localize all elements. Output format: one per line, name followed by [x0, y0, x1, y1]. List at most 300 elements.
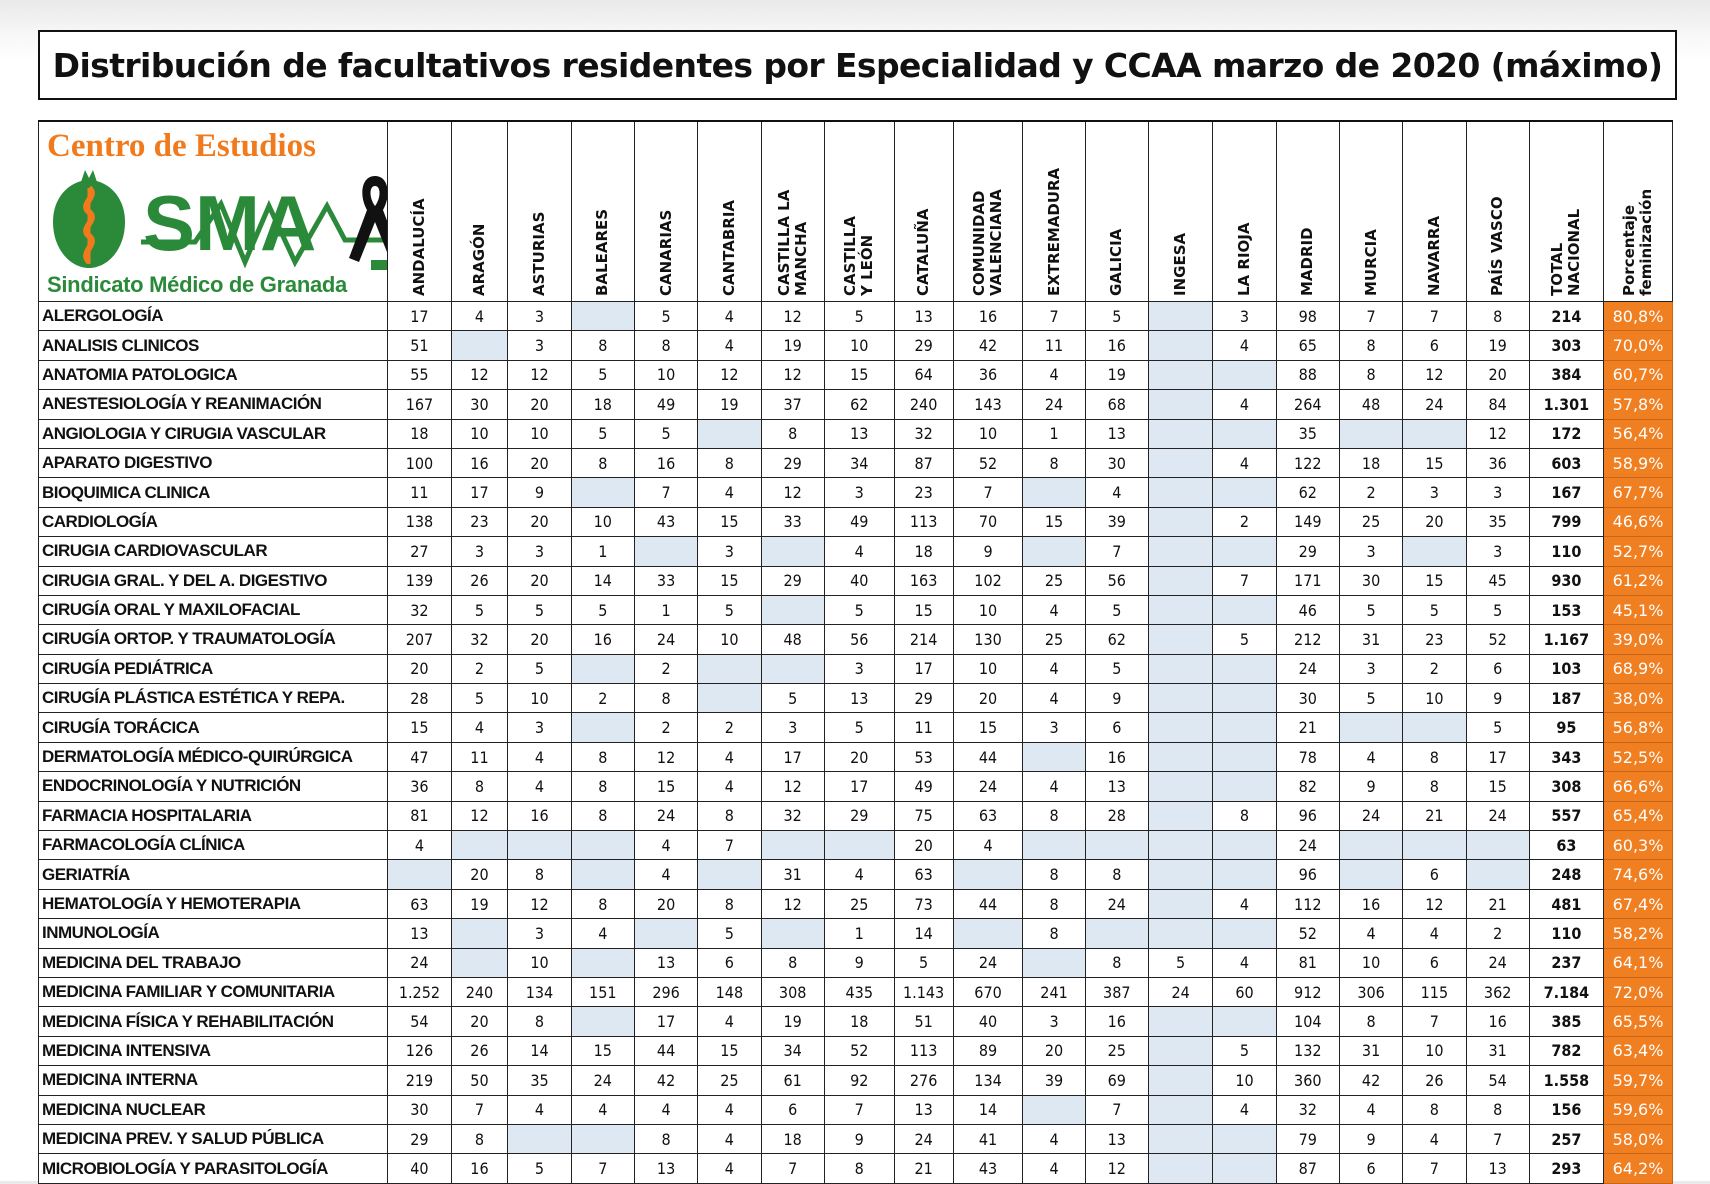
- value-cell: [1213, 860, 1276, 889]
- specialty-name: ANALISIS CLINICOS: [39, 331, 388, 360]
- table-row: [39, 478, 1673, 507]
- value-cell: 4: [451, 713, 508, 742]
- value-cell: 20: [451, 1007, 508, 1036]
- column-header-label: CANTABRIA: [719, 199, 738, 296]
- value-cell: 3: [1339, 537, 1402, 566]
- value-cell: 52: [824, 1036, 894, 1065]
- value-cell: 51: [894, 1007, 953, 1036]
- value-cell: [1213, 360, 1276, 389]
- value-cell: [1148, 390, 1212, 419]
- feminization-percent-cell: 60,3%: [1604, 831, 1673, 860]
- value-cell: [634, 919, 697, 948]
- value-cell: 2: [1339, 478, 1402, 507]
- specialty-name: BIOQUIMICA CLINICA: [39, 478, 388, 507]
- value-cell: 14: [571, 566, 634, 595]
- value-cell: 4: [1213, 948, 1276, 977]
- feminization-percent-cell: 67,7%: [1604, 478, 1673, 507]
- value-cell: 11: [1023, 331, 1085, 360]
- value-cell: 4: [634, 1095, 697, 1124]
- value-cell: 5: [761, 684, 824, 713]
- column-header: [571, 121, 634, 302]
- value-cell: 35: [1276, 419, 1339, 448]
- value-cell: 670: [953, 977, 1023, 1006]
- feminization-percent-cell: 52,5%: [1604, 742, 1673, 771]
- value-cell: 12: [1403, 889, 1466, 918]
- value-cell: 15: [1403, 566, 1466, 595]
- value-cell: 148: [698, 977, 761, 1006]
- value-cell: 89: [953, 1036, 1023, 1065]
- value-cell: 64: [894, 360, 953, 389]
- value-cell: 21: [894, 1154, 953, 1183]
- value-cell: 4: [1023, 772, 1085, 801]
- value-cell: 45: [1466, 566, 1529, 595]
- total-cell: 167: [1529, 478, 1603, 507]
- value-cell: 8: [508, 860, 571, 889]
- specialty-name: CIRUGÍA ORAL Y MAXILOFACIAL: [39, 595, 388, 624]
- value-cell: 87: [1276, 1154, 1339, 1183]
- value-cell: 60: [1213, 977, 1276, 1006]
- value-cell: 6: [1085, 713, 1148, 742]
- value-cell: 24: [571, 1066, 634, 1095]
- value-cell: 17: [388, 302, 451, 331]
- table-row: [39, 566, 1673, 595]
- column-header-label: TOTAL NACIONAL: [1548, 208, 1584, 296]
- value-cell: 32: [761, 801, 824, 830]
- value-cell: 29: [894, 684, 953, 713]
- value-cell: 7: [1023, 302, 1085, 331]
- value-cell: 7: [1213, 566, 1276, 595]
- value-cell: [1339, 860, 1402, 889]
- logo-top-text: Centro de Estudios: [47, 128, 316, 164]
- value-cell: 8: [508, 1007, 571, 1036]
- value-cell: 10: [508, 684, 571, 713]
- value-cell: [1023, 1095, 1085, 1124]
- value-cell: 14: [894, 919, 953, 948]
- value-cell: 6: [1403, 331, 1466, 360]
- value-cell: 4: [1023, 684, 1085, 713]
- value-cell: 12: [451, 360, 508, 389]
- column-header: [894, 121, 953, 302]
- value-cell: [1148, 742, 1212, 771]
- value-cell: 61: [761, 1066, 824, 1095]
- value-cell: 70: [953, 507, 1023, 536]
- value-cell: 17: [1466, 742, 1529, 771]
- value-cell: 4: [1403, 1124, 1466, 1153]
- table-row: [39, 448, 1673, 477]
- specialty-name: ANGIOLOGIA Y CIRUGIA VASCULAR: [39, 419, 388, 448]
- total-cell: 303: [1529, 331, 1603, 360]
- value-cell: 4: [1023, 595, 1085, 624]
- column-header-label: ARAGÓN: [469, 223, 488, 296]
- column-header: [953, 121, 1023, 302]
- value-cell: [571, 654, 634, 683]
- value-cell: 30: [1085, 448, 1148, 477]
- sma-logo-mark-icon: [45, 166, 387, 274]
- value-cell: 20: [388, 654, 451, 683]
- specialty-name: ANESTESIOLOGÍA Y REANIMACIÓN: [39, 390, 388, 419]
- total-cell: 153: [1529, 595, 1603, 624]
- value-cell: 113: [894, 1036, 953, 1065]
- value-cell: [1023, 478, 1085, 507]
- feminization-percent-cell: 63,4%: [1604, 1036, 1673, 1065]
- value-cell: 81: [388, 801, 451, 830]
- value-cell: 13: [894, 1095, 953, 1124]
- value-cell: 2: [1213, 507, 1276, 536]
- value-cell: 43: [953, 1154, 1023, 1183]
- value-cell: 7: [571, 1154, 634, 1183]
- value-cell: 62: [1276, 478, 1339, 507]
- value-cell: 8: [1466, 302, 1529, 331]
- value-cell: 17: [634, 1007, 697, 1036]
- value-cell: 8: [451, 772, 508, 801]
- value-cell: 2: [571, 684, 634, 713]
- value-cell: 52: [1466, 625, 1529, 654]
- value-cell: 5: [508, 654, 571, 683]
- value-cell: 8: [571, 448, 634, 477]
- value-cell: 8: [571, 331, 634, 360]
- value-cell: 10: [634, 360, 697, 389]
- feminization-percent-cell: 72,0%: [1604, 977, 1673, 1006]
- feminization-percent-cell: 39,0%: [1604, 625, 1673, 654]
- value-cell: 35: [508, 1066, 571, 1095]
- specialty-name: CIRUGÍA PEDIÁTRICA: [39, 654, 388, 683]
- value-cell: 20: [508, 507, 571, 536]
- total-cell: 103: [1529, 654, 1603, 683]
- value-cell: 5: [451, 684, 508, 713]
- value-cell: [571, 831, 634, 860]
- value-cell: 10: [953, 654, 1023, 683]
- value-cell: 19: [761, 1007, 824, 1036]
- value-cell: [1148, 507, 1212, 536]
- value-cell: [1148, 566, 1212, 595]
- value-cell: 96: [1276, 801, 1339, 830]
- table-row: [39, 625, 1673, 654]
- total-cell: 248: [1529, 860, 1603, 889]
- value-cell: [1148, 889, 1212, 918]
- value-cell: 7: [1085, 1095, 1148, 1124]
- value-cell: 4: [634, 860, 697, 889]
- total-cell: 7.184: [1529, 977, 1603, 1006]
- value-cell: 4: [1023, 654, 1085, 683]
- value-cell: [1213, 1007, 1276, 1036]
- value-cell: 212: [1276, 625, 1339, 654]
- value-cell: 12: [1466, 419, 1529, 448]
- value-cell: [634, 537, 697, 566]
- value-cell: 9: [1339, 772, 1402, 801]
- table-row: [39, 713, 1673, 742]
- value-cell: 15: [698, 1036, 761, 1065]
- table-row: [39, 595, 1673, 624]
- value-cell: [1148, 360, 1212, 389]
- value-cell: 29: [388, 1124, 451, 1153]
- value-cell: 12: [1403, 360, 1466, 389]
- value-cell: 4: [571, 1095, 634, 1124]
- value-cell: 3: [761, 713, 824, 742]
- value-cell: 5: [1148, 948, 1212, 977]
- value-cell: 3: [1213, 302, 1276, 331]
- value-cell: 65: [1276, 331, 1339, 360]
- value-cell: [1213, 1154, 1276, 1183]
- value-cell: [761, 831, 824, 860]
- value-cell: 1: [634, 595, 697, 624]
- value-cell: 4: [571, 919, 634, 948]
- value-cell: 4: [1339, 742, 1402, 771]
- value-cell: 23: [1403, 625, 1466, 654]
- value-cell: 16: [451, 448, 508, 477]
- value-cell: [1148, 1007, 1212, 1036]
- value-cell: 6: [1403, 948, 1466, 977]
- feminization-percent-cell: 80,8%: [1604, 302, 1673, 331]
- value-cell: 7: [1339, 302, 1402, 331]
- value-cell: 29: [824, 801, 894, 830]
- value-cell: 20: [508, 566, 571, 595]
- value-cell: 54: [1466, 1066, 1529, 1095]
- value-cell: 9: [953, 537, 1023, 566]
- value-cell: 32: [451, 625, 508, 654]
- specialty-name: MEDICINA NUCLEAR: [39, 1095, 388, 1124]
- value-cell: 9: [824, 1124, 894, 1153]
- value-cell: 134: [508, 977, 571, 1006]
- value-cell: [571, 1124, 634, 1153]
- table-row: [39, 948, 1673, 977]
- value-cell: 5: [698, 919, 761, 948]
- specialty-name: CIRUGÍA ORTOP. Y TRAUMATOLOGÍA: [39, 625, 388, 654]
- table-row: [39, 1154, 1673, 1183]
- value-cell: [1148, 537, 1212, 566]
- value-cell: 143: [953, 390, 1023, 419]
- feminization-percent-cell: 58,9%: [1604, 448, 1673, 477]
- value-cell: [1023, 742, 1085, 771]
- column-header-label: ANDALUCÍA: [409, 197, 428, 296]
- specialty-name: ALERGOLOGÍA: [39, 302, 388, 331]
- specialty-name: CIRUGIA CARDIOVASCULAR: [39, 537, 388, 566]
- value-cell: 149: [1276, 507, 1339, 536]
- value-cell: 20: [1023, 1036, 1085, 1065]
- total-cell: 156: [1529, 1095, 1603, 1124]
- table-row: [39, 537, 1673, 566]
- specialty-name: CIRUGÍA TORÁCICA: [39, 713, 388, 742]
- value-cell: 8: [1085, 948, 1148, 977]
- value-cell: 10: [1403, 1036, 1466, 1065]
- value-cell: 1: [571, 537, 634, 566]
- value-cell: 68: [1085, 390, 1148, 419]
- value-cell: 30: [388, 1095, 451, 1124]
- value-cell: [1023, 537, 1085, 566]
- value-cell: 4: [953, 831, 1023, 860]
- value-cell: 4: [698, 1007, 761, 1036]
- value-cell: 3: [824, 654, 894, 683]
- header-row: [39, 121, 1673, 302]
- value-cell: 49: [824, 507, 894, 536]
- total-cell: 930: [1529, 566, 1603, 595]
- value-cell: 24: [1466, 801, 1529, 830]
- value-cell: 15: [388, 713, 451, 742]
- value-cell: 4: [388, 831, 451, 860]
- specialty-name: ENDOCRINOLOGÍA Y NUTRICIÓN: [39, 772, 388, 801]
- value-cell: 241: [1023, 977, 1085, 1006]
- value-cell: [953, 919, 1023, 948]
- value-cell: 3: [1023, 713, 1085, 742]
- column-header-label: CASTILLA Y LEÓN: [841, 215, 877, 296]
- logo-cell: [39, 121, 388, 302]
- value-cell: 28: [388, 684, 451, 713]
- value-cell: 25: [824, 889, 894, 918]
- value-cell: 20: [953, 684, 1023, 713]
- value-cell: 20: [894, 831, 953, 860]
- value-cell: 30: [1339, 566, 1402, 595]
- value-cell: 2: [1466, 919, 1529, 948]
- value-cell: 36: [1466, 448, 1529, 477]
- feminization-percent-cell: 67,4%: [1604, 889, 1673, 918]
- value-cell: 5: [1085, 595, 1148, 624]
- value-cell: [953, 860, 1023, 889]
- value-cell: 10: [1403, 684, 1466, 713]
- column-header: [388, 121, 451, 302]
- value-cell: 24: [894, 1124, 953, 1153]
- value-cell: 8: [824, 1154, 894, 1183]
- value-cell: 8: [1339, 1007, 1402, 1036]
- value-cell: 9: [824, 948, 894, 977]
- value-cell: 62: [1085, 625, 1148, 654]
- value-cell: [1213, 1124, 1276, 1153]
- value-cell: 360: [1276, 1066, 1339, 1095]
- value-cell: 7: [1403, 1007, 1466, 1036]
- value-cell: 28: [1085, 801, 1148, 830]
- value-cell: 8: [1403, 772, 1466, 801]
- value-cell: 10: [571, 507, 634, 536]
- value-cell: 4: [1339, 919, 1402, 948]
- value-cell: 18: [761, 1124, 824, 1153]
- value-cell: 15: [1403, 448, 1466, 477]
- value-cell: 7: [1085, 537, 1148, 566]
- value-cell: 42: [634, 1066, 697, 1095]
- total-cell: 343: [1529, 742, 1603, 771]
- value-cell: 87: [894, 448, 953, 477]
- value-cell: 134: [953, 1066, 1023, 1095]
- column-header: [1403, 121, 1466, 302]
- value-cell: [1213, 919, 1276, 948]
- value-cell: 44: [953, 889, 1023, 918]
- value-cell: 21: [1276, 713, 1339, 742]
- value-cell: 10: [953, 419, 1023, 448]
- value-cell: [1466, 831, 1529, 860]
- value-cell: [1213, 772, 1276, 801]
- column-header: [634, 121, 697, 302]
- value-cell: 8: [1213, 801, 1276, 830]
- total-cell: 187: [1529, 684, 1603, 713]
- value-cell: 24: [634, 801, 697, 830]
- value-cell: 16: [953, 302, 1023, 331]
- value-cell: 73: [894, 889, 953, 918]
- feminization-percent-cell: 57,8%: [1604, 390, 1673, 419]
- value-cell: 19: [1466, 331, 1529, 360]
- value-cell: 23: [894, 478, 953, 507]
- value-cell: [1403, 419, 1466, 448]
- value-cell: 8: [1466, 1095, 1529, 1124]
- value-cell: [1148, 1154, 1212, 1183]
- value-cell: 29: [1276, 537, 1339, 566]
- column-header-label: CANARIAS: [656, 209, 675, 296]
- value-cell: 12: [508, 360, 571, 389]
- value-cell: 9: [1466, 684, 1529, 713]
- feminization-percent-cell: 59,6%: [1604, 1095, 1673, 1124]
- value-cell: 13: [634, 948, 697, 977]
- value-cell: 100: [388, 448, 451, 477]
- value-cell: 8: [634, 684, 697, 713]
- value-cell: 3: [1403, 478, 1466, 507]
- value-cell: [1148, 919, 1212, 948]
- value-cell: 3: [824, 478, 894, 507]
- value-cell: [1213, 742, 1276, 771]
- value-cell: 32: [1276, 1095, 1339, 1124]
- value-cell: 47: [388, 742, 451, 771]
- total-cell: 1.558: [1529, 1066, 1603, 1095]
- value-cell: 42: [1339, 1066, 1402, 1095]
- value-cell: 16: [1085, 331, 1148, 360]
- value-cell: [761, 595, 824, 624]
- value-cell: 20: [634, 889, 697, 918]
- feminization-percent-cell: 74,6%: [1604, 860, 1673, 889]
- value-cell: 4: [698, 742, 761, 771]
- table-row: [39, 1036, 1673, 1065]
- value-cell: 5: [894, 948, 953, 977]
- value-cell: 16: [451, 1154, 508, 1183]
- value-cell: [1023, 831, 1085, 860]
- table-row: [39, 772, 1673, 801]
- value-cell: 7: [1466, 1124, 1529, 1153]
- value-cell: 31: [1339, 625, 1402, 654]
- value-cell: 10: [953, 595, 1023, 624]
- value-cell: 40: [388, 1154, 451, 1183]
- specialty-name: CIRUGÍA PLÁSTICA ESTÉTICA Y REPA.: [39, 684, 388, 713]
- column-header-label: GALICIA: [1107, 228, 1126, 296]
- value-cell: 5: [1466, 595, 1529, 624]
- table-row: [39, 390, 1673, 419]
- value-cell: 240: [451, 977, 508, 1006]
- value-cell: [1148, 595, 1212, 624]
- value-cell: [1213, 595, 1276, 624]
- total-cell: 214: [1529, 302, 1603, 331]
- feminization-percent-cell: 65,5%: [1604, 1007, 1673, 1036]
- value-cell: 34: [761, 1036, 824, 1065]
- value-cell: 21: [1466, 889, 1529, 918]
- value-cell: [1148, 801, 1212, 830]
- column-header-label: LA RIOJA: [1234, 222, 1253, 296]
- value-cell: [388, 860, 451, 889]
- table-row: [39, 684, 1673, 713]
- value-cell: 4: [1023, 1124, 1085, 1153]
- value-cell: 151: [571, 977, 634, 1006]
- value-cell: 43: [634, 507, 697, 536]
- value-cell: 2: [634, 654, 697, 683]
- value-cell: 10: [824, 331, 894, 360]
- value-cell: 9: [1085, 684, 1148, 713]
- specialty-name: APARATO DIGESTIVO: [39, 448, 388, 477]
- value-cell: 4: [1085, 478, 1148, 507]
- page-title: Distribución de facultativos residentes por Especialidad y CCAA marzo de 2020 (máximo): [52, 45, 1663, 85]
- specialty-name: CARDIOLOGÍA: [39, 507, 388, 536]
- total-cell: 603: [1529, 448, 1603, 477]
- value-cell: [1148, 684, 1212, 713]
- value-cell: 19: [451, 889, 508, 918]
- value-cell: 25: [698, 1066, 761, 1095]
- value-cell: 10: [451, 419, 508, 448]
- value-cell: 12: [451, 801, 508, 830]
- feminization-percent-cell: 52,7%: [1604, 537, 1673, 566]
- value-cell: [1148, 1036, 1212, 1065]
- total-cell: 237: [1529, 948, 1603, 977]
- table-row: [39, 742, 1673, 771]
